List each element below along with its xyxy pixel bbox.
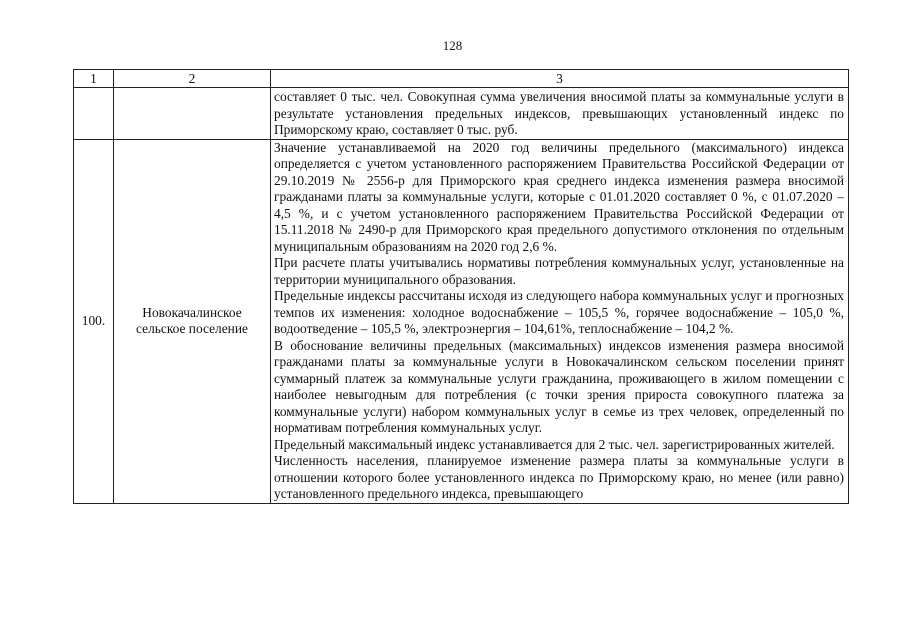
document-table: [73, 69, 849, 504]
paragraph-index-value: Значение устанавливаемой на 2020 год величины предельного (максимального) индекса определяется с учетом установленного распоряжением Правительства Российской Федерации от 29.10.2019 № 2556-р для Приморского края среднего индекса изменения размера вносимой гражданами платы за коммунальные услуги, которые с 01.01.2020 составляет 0 %, с 01.07.2020 – 4,5 %, и с учетом установленного распоряжением Правительства Российской Федерации от 15.11.2018 № 2490-р для Приморского края предельного допустимого отклонения по отдельным муниципальным образованиям на 2020 год 2,6 %.: [274, 139, 844, 254]
continuation-paragraph: составляет 0 тыс. чел. Совокупная сумма увеличения вносимой платы за коммунальные услуги в результате установления предельных индексов, превышающих установленный индекс по Приморскому краю, составляет 0 тыс. руб.: [274, 89, 844, 137]
column-header-1: 1: [74, 70, 114, 88]
table-header-row: [74, 70, 849, 88]
paragraph-norms: При расчете платы учитывались нормативы потребления коммунальных услуг, установленные на территории муниципального образования.: [274, 255, 844, 287]
column-header-2: 2: [114, 70, 271, 88]
page-number: 128: [442, 38, 463, 53]
row-number: 100.: [74, 139, 114, 503]
table-row-100: [74, 139, 849, 503]
continuation-name-cell: [114, 88, 271, 140]
description-cell: [271, 139, 849, 503]
continuation-number-cell: [74, 88, 114, 140]
paragraph-service-set: Предельные индексы рассчитаны исходя из следующего набора коммунальных услуг и прогнозных темпов их изменения: холодное водоснабжение – 105,5 %, горячее водоснабжение – 105,0 %, водоотведение – 105,5 %, электроэнергия – 104,61%, теплоснабжение – 104,2 %.: [274, 288, 844, 336]
paragraph-justification: В обоснование величины предельных (максимальных) индексов изменения размера вносимой гражданами платы за коммунальные услуги в Новокачалинском сельском поселении принят суммарный платеж за коммунальные услуги гражданина, проживающего в жилом помещении с наиболее невыгодным для потребления (с точки зрения прироста совокупного платежа за коммунальные услуги) набором коммунальных услуг в семье из трех человек, определенный по нормативам потребления коммунальных услуг.: [274, 337, 844, 435]
municipality-name-cell: [114, 139, 271, 503]
municipality-name-line-2: сельское поселение: [136, 321, 248, 336]
continuation-text-cell: [271, 88, 849, 140]
table-row-continuation: [74, 88, 849, 140]
paragraph-population: Численность населения, планируемое изменение размера платы за коммунальные услуги в отношении которого более установленного индекса по Приморскому краю, но менее (или равно) установленного предельного индекса, превышающего: [274, 453, 844, 501]
paragraph-residents: Предельный максимальный индекс устанавливается для 2 тыс. чел. зарегистрированных жителей.: [274, 436, 835, 452]
municipality-name-line-1: Новокачалинское: [142, 304, 242, 320]
column-header-3: 3: [271, 70, 849, 88]
